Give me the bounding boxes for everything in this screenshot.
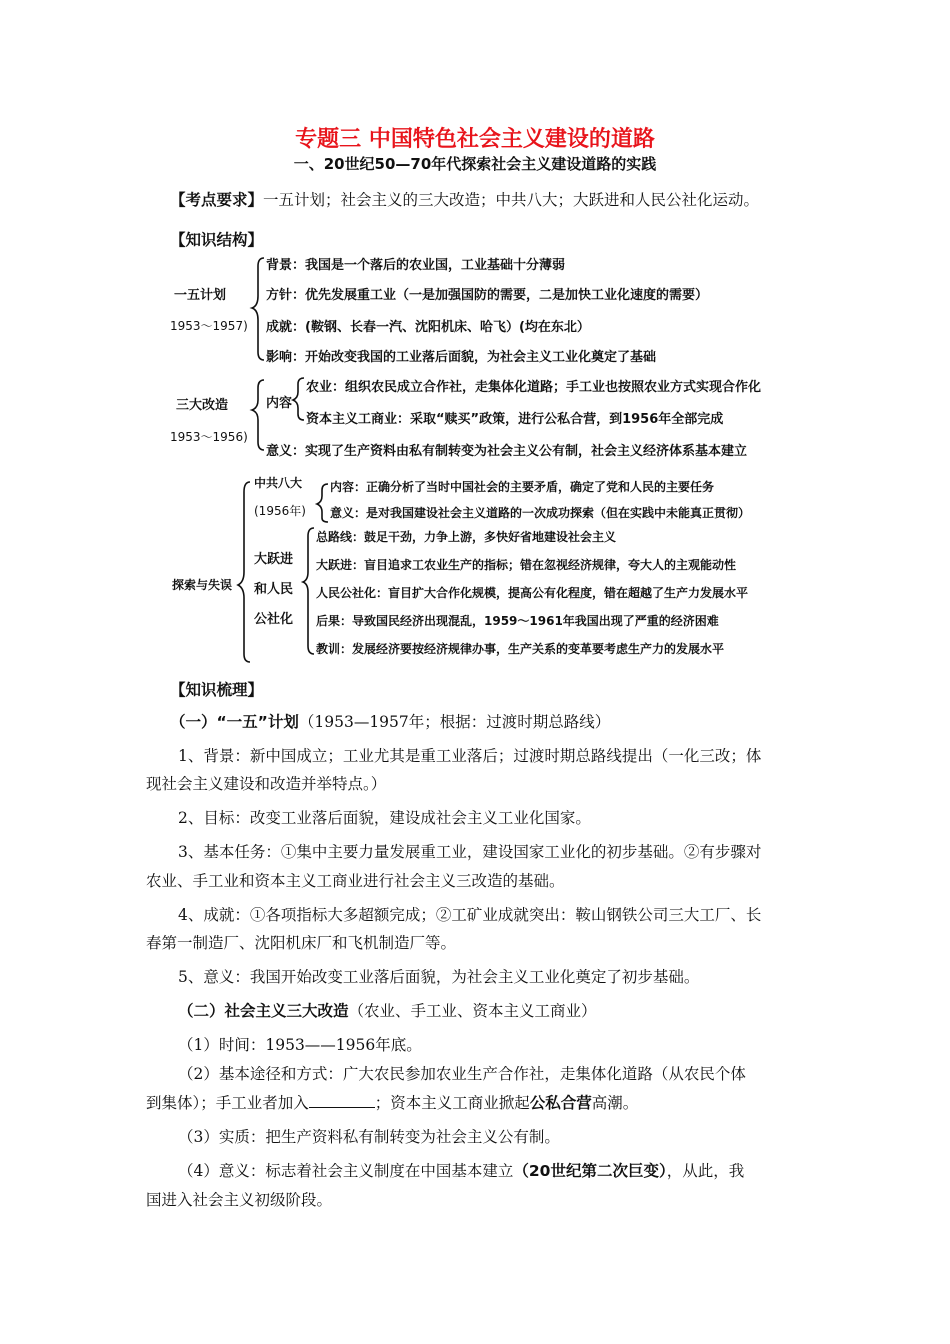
congress-item: 意义：是对我国建设社会主义道路的一次成功探索（但在实践中未能真正贯彻）	[330, 506, 751, 520]
diagram-braces	[168, 252, 832, 666]
leap-label: 大跃进	[254, 552, 294, 567]
reform-content-item: 农业：组织农民成立合作社，走集体化道路；手工业也按照农业方式实现合作化	[306, 380, 762, 395]
page-subtitle: 一、20世纪50—70年代探索社会主义建设道路的实践	[293, 155, 657, 173]
key-term: 公私合营	[529, 1094, 592, 1112]
leap-item: 总路线：鼓足干劲，力争上游，多快好省地建设社会主义	[316, 530, 617, 544]
leap-item: 后果：导致国民经济出现混乱，1959～1961年我国出现了严重的经济困难	[316, 614, 719, 628]
text-span: （4）意义：标志着社会主义制度在中国基本建立	[178, 1162, 514, 1180]
reform-content-item: 资本主义工商业：采取“赎买”政策，进行公私合营，到1956年全部完成	[306, 412, 724, 427]
leap-label: 公社化	[254, 612, 294, 627]
congress-item: 内容：正确分析了当时中国社会的主要矛盾，确定了党和人民的主要任务	[330, 480, 715, 494]
text-span: 到集体）；手工业者加入	[146, 1094, 309, 1112]
content-label: 内容	[266, 396, 293, 411]
paragraph: 2、目标：改变工业落后面貌，建设成社会主义工业化国家。	[178, 809, 591, 827]
congress-label: 中共八大	[254, 476, 303, 490]
leap-item: 教训：发展经济要按经济规律办事，生产关系的变革要考虑生产力的发展水平	[316, 642, 725, 656]
paragraph: 现社会主义建设和改造并举特点。）	[146, 775, 387, 793]
structure-label: 【知识结构】	[170, 231, 264, 249]
paragraph: （1）时间：1953——1956年底。	[178, 1036, 422, 1054]
five-year-years: 1953～1957)	[170, 319, 248, 333]
fill-in-blank	[309, 1093, 375, 1108]
reform-meaning: 意义：实现了生产资料由私有制转变为社会主义公有制，社会主义经济体系基本建立	[266, 444, 748, 459]
section-1-title: （一）“一五”计划	[170, 713, 299, 731]
section-2-note: （农业、手工业、资本主义工商业）	[348, 1002, 597, 1020]
leap-item: 大跃进：盲目追求工农业生产的指标；错在忽视经济规律，夸大人的主观能动性	[316, 558, 737, 572]
paragraph: 国进入社会主义初级阶段。	[146, 1191, 333, 1209]
three-reforms-label: 三大改造	[176, 398, 229, 413]
leap-item: 人民公社化：盲目扩大合作化规模，提高公有化程度，错在超越了生产力发展水平	[316, 586, 749, 600]
exam-req-text: 一五计划；社会主义的三大改造；中共八大；大跃进和人民公社化运动。	[263, 191, 760, 209]
paragraph: 5、意义：我国开始改变工业落后面貌，为社会主义工业化奠定了初步基础。	[178, 968, 700, 986]
paragraph: （2）基本途径和方式：广大农民参加农业生产合作社，走集体化道路（从农民个体	[178, 1065, 746, 1083]
knowledge-structure-diagram	[168, 252, 832, 666]
exam-req-label: 【考点要求】	[170, 191, 264, 209]
section-1-heading	[170, 712, 610, 732]
five-year-item: 方针：优先发展重工业（一是加强国防的需要，二是加快工业化速度的需要）	[266, 288, 709, 303]
paragraph: 农业、手工业和资本主义工商业进行社会主义三改造的基础。	[146, 872, 565, 890]
three-reforms-years: 1953～1956)	[170, 430, 248, 444]
paragraph: 春第一制造厂、沈阳机床厂和飞机制造厂等。	[146, 934, 457, 952]
five-year-item: 成就：(鞍钢、长春一汽、沈阳机床、哈飞）(均在东北）	[266, 320, 590, 335]
page-title: 专题三 中国特色社会主义建设的道路	[295, 127, 655, 152]
section-2-title: （二）社会主义三大改造	[178, 1002, 349, 1020]
paragraph-with-blank	[146, 1093, 638, 1113]
review-label: 【知识梳理】	[170, 681, 264, 699]
five-year-item: 背景：我国是一个落后的农业国，工业基础十分薄弱	[266, 258, 566, 273]
section-2-heading	[178, 1001, 597, 1021]
key-term: （20世纪第二次巨变）	[513, 1162, 667, 1180]
five-year-item: 影响：开始改变我国的工业落后面貌，为社会主义工业化奠定了基础	[266, 350, 657, 365]
congress-year: (1956年)	[254, 504, 306, 518]
paragraph: 3、基本任务：①集中主要力量发展重工业，建设国家工业化的初步基础。②有步骤对	[178, 843, 762, 861]
paragraph	[178, 1161, 744, 1181]
paragraph: （3）实质：把生产资料私有制转变为社会主义公有制。	[178, 1128, 560, 1146]
section-1-note: （1953—1957年；根据：过渡时期总路线）	[298, 713, 611, 731]
exam-requirements	[170, 190, 759, 210]
leap-label: 和人民	[254, 582, 294, 597]
text-span: ，从此，我	[666, 1162, 745, 1180]
paragraph: 4、成就：①各项指标大多超额完成；②工矿业成就突出：鞍山钢铁公司三大工厂、长	[178, 906, 762, 924]
text-span: 高潮。	[591, 1094, 639, 1112]
text-span: ；资本主义工商业掀起	[374, 1094, 530, 1112]
paragraph: 1、背景：新中国成立；工业尤其是重工业落后；过渡时期总路线提出（一化三改；体	[178, 747, 762, 765]
exploration-label: 探索与失误	[172, 578, 233, 592]
five-year-label: 一五计划	[174, 288, 227, 303]
